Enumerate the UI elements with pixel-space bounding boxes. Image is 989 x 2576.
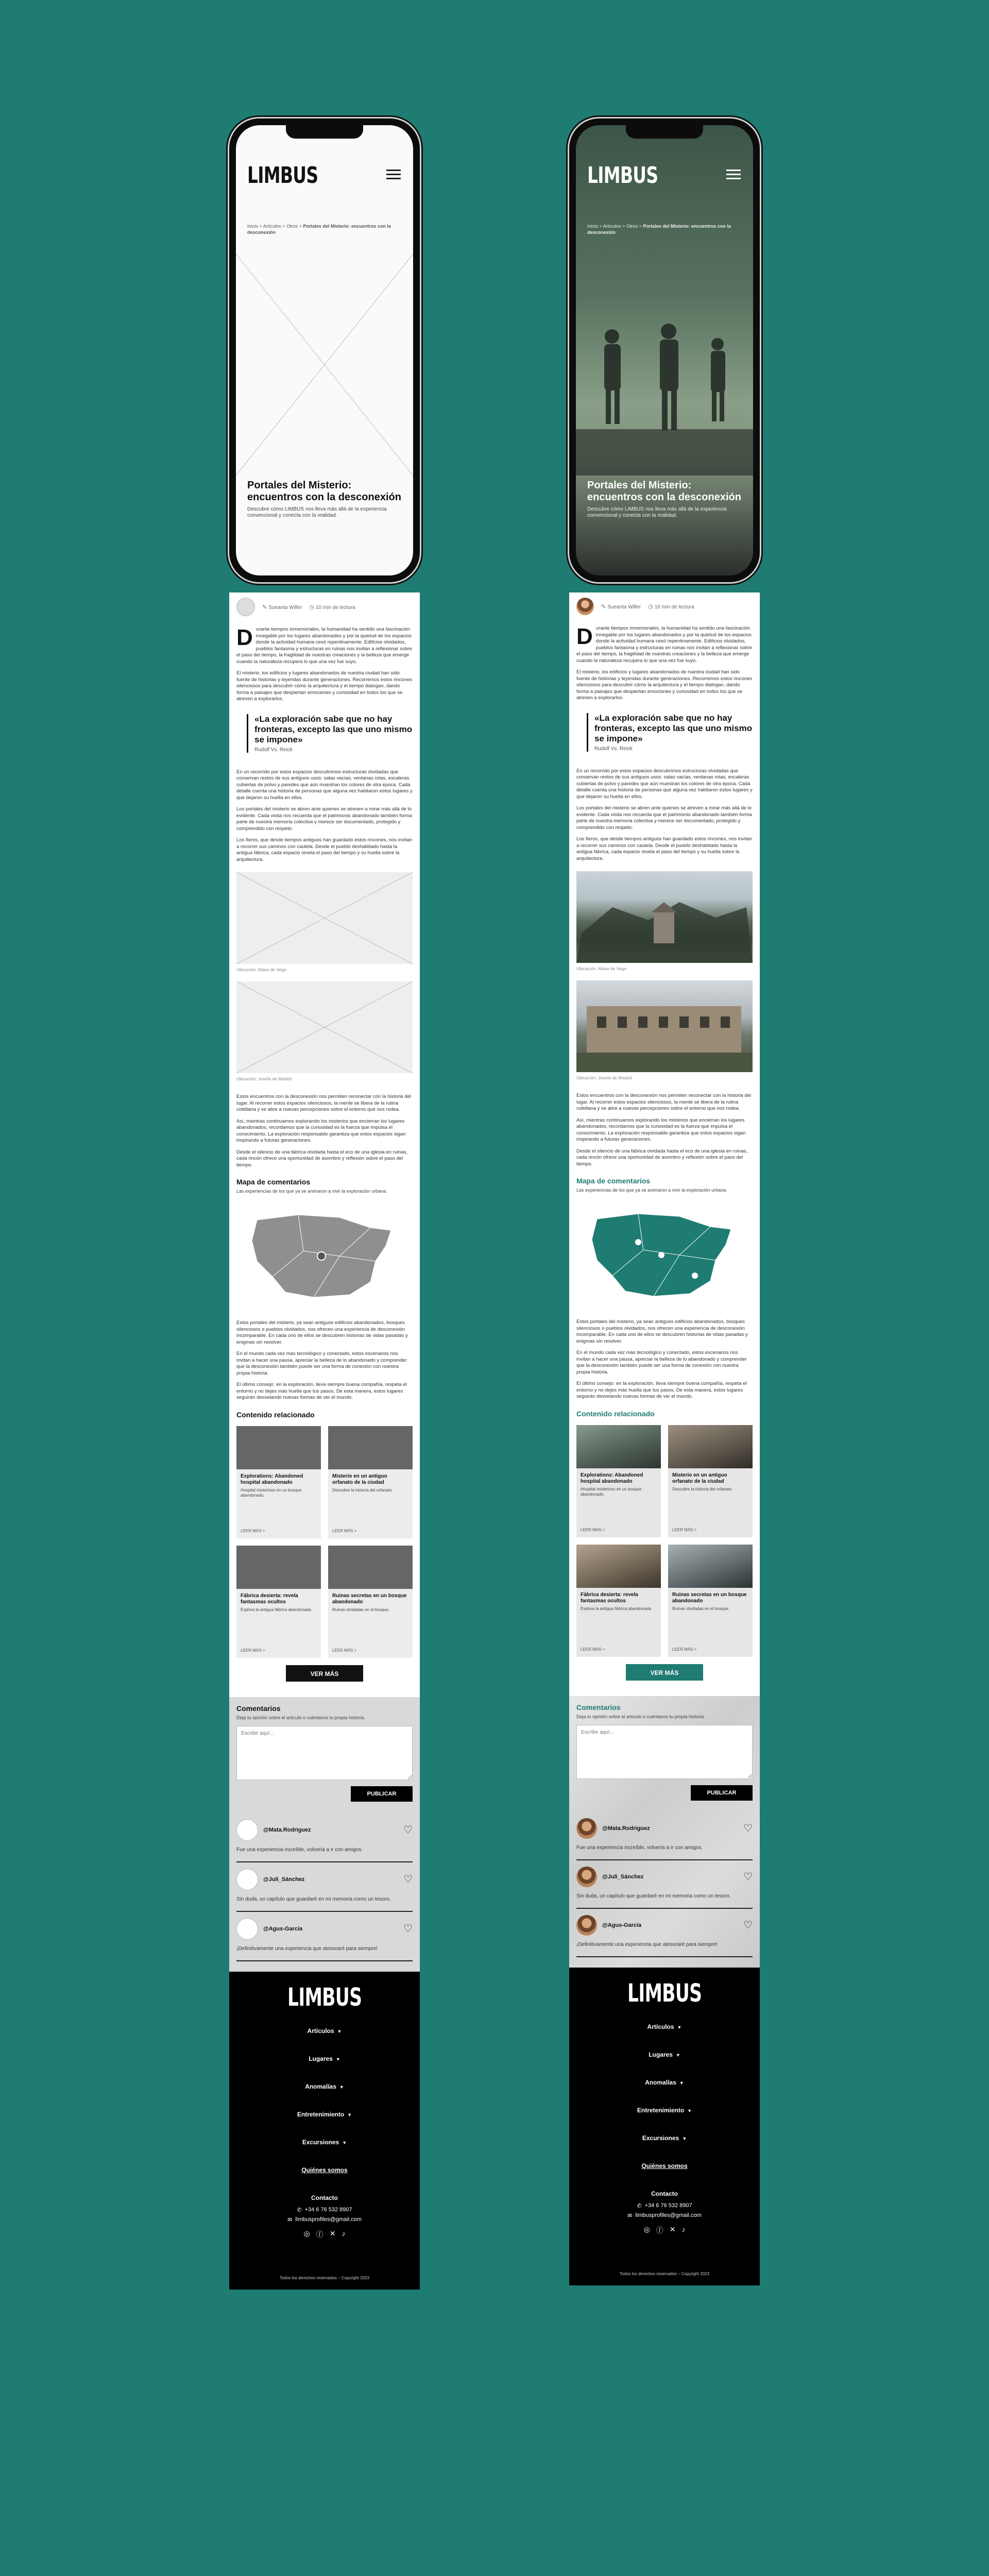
comments-section: [229, 1697, 420, 1972]
comments-map[interactable]: [236, 1199, 413, 1308]
contact-title: Contacto: [311, 2194, 338, 2201]
map-marker[interactable]: [635, 1239, 641, 1245]
comment-user[interactable]: @Juli_Sánchez: [602, 1873, 644, 1880]
related-title: Contenido relacionado: [236, 1410, 315, 1419]
footer-nav-item[interactable]: Excursiones ▼: [302, 2138, 347, 2146]
comment: [576, 1860, 753, 1909]
phone-frame: [569, 118, 760, 582]
avatar: [576, 1915, 597, 1936]
heart-icon[interactable]: ♡: [743, 1920, 753, 1931]
footer-nav: [569, 2023, 760, 2197]
instagram-icon[interactable]: ◎: [643, 2225, 650, 2233]
breadcrumb-item[interactable]: Otros: [286, 224, 298, 229]
phone-icon: ✆: [297, 2207, 302, 2213]
comment-input[interactable]: [236, 1726, 413, 1780]
contact-email[interactable]: ✉ limbusprofiles@gmail.com: [627, 2212, 702, 2219]
social-links: [569, 2225, 760, 2235]
breadcrumb-current: Portales del Misterio: encuentros con la desconexión: [247, 224, 391, 235]
pull-quote: [247, 714, 413, 753]
card-image: [576, 1545, 661, 1588]
breadcrumb-item[interactable]: Inicio: [587, 224, 599, 229]
comments-map[interactable]: [576, 1198, 753, 1307]
comment-text: ¡Definitivamente una experiencia que atesoraré para siempre!: [236, 1945, 378, 1952]
comment-text: Fue una experiencia increíble, volvería a ir con amigos.: [576, 1844, 703, 1851]
wireframe-mockup: [229, 118, 420, 2290]
image-placeholder: [236, 981, 413, 1073]
author-name: ✎ Sueanta Willer: [262, 604, 302, 611]
image-caption: Ubicación: Josefa de Madrid: [576, 1075, 632, 1080]
hamburger-menu-icon[interactable]: [726, 170, 741, 180]
chevron-down-icon: ▼: [339, 2084, 344, 2090]
user-icon: ✎: [262, 604, 267, 611]
footer-nav-item[interactable]: Entretenimiento ▼: [297, 2110, 352, 2118]
card-image-placeholder: [236, 1546, 321, 1589]
footer-nav-item[interactable]: Anomalías ▼: [645, 2078, 684, 2086]
breadcrumb: Inicio > Artículos > Otros > Portales del Misterio: encuentros con la desconexión: [247, 224, 391, 235]
instagram-icon[interactable]: ◎: [303, 2229, 310, 2238]
breadcrumb-item[interactable]: Otros: [626, 224, 638, 229]
related-grid: [236, 1426, 413, 1658]
comments-subtitle: Deja tu opinión sobre el artículo o cuéntanos tu propia historia.: [236, 1715, 365, 1720]
contact-phone[interactable]: ✆ +34 6 76 532 8907: [637, 2202, 692, 2209]
hero-image: [576, 259, 753, 476]
dropcap: D: [236, 625, 253, 650]
heart-icon[interactable]: ♡: [743, 1823, 753, 1834]
footer: [229, 1972, 420, 2290]
facebook-icon[interactable]: ⓕ: [656, 2226, 663, 2234]
dropcap: D: [576, 624, 593, 649]
quote-text: «La exploración sabe que no hay fronteras, excepto las que uno mismo se impone»: [594, 713, 753, 743]
comments-subtitle: Deja tu opinión sobre el artículo o cuéntanos tu propia historia.: [576, 1714, 705, 1719]
contact-email[interactable]: ✉ limbusprofiles@gmail.com: [287, 2216, 362, 2223]
social-links: [229, 2229, 420, 2240]
card-image: [668, 1425, 753, 1468]
contact-phone[interactable]: ✆ +34 6 76 532 8907: [297, 2206, 352, 2213]
heart-icon[interactable]: ♡: [403, 1923, 413, 1935]
hero-title: Portales del Misterio: encuentros con la desconexión: [247, 480, 401, 503]
clock-icon: ◷: [648, 603, 653, 610]
read-more-link[interactable]: LEER MÁS >: [581, 1647, 605, 1652]
footer-nav-item[interactable]: Lugares ▼: [309, 2055, 340, 2062]
image-caption: Ubicación: Aldea de Vega: [576, 966, 626, 971]
phone-notch: [626, 125, 703, 139]
related-card[interactable]: Explorations: Abandoned hospital abandonado Hospital misterioso en un bosque abandonado. LEER MÁS >: [576, 1425, 661, 1537]
comments-title: Comentarios: [576, 1703, 621, 1711]
quote-author: Rudolf Vs. Reick: [594, 745, 633, 752]
related-card[interactable]: Misterio en un antiguo orfanato de la ciudad Descubre la historia del orfanato. LEER MÁS >: [328, 1426, 413, 1538]
footer-nav-item[interactable]: Anomalías ▼: [305, 2082, 344, 2090]
map-title: Mapa de comentarios: [576, 1177, 651, 1185]
avatar: [236, 1869, 258, 1890]
breadcrumb: Inicio > Artículos > Otros > Portales del Misterio: encuentros con la desconexión: [587, 224, 731, 235]
author-name: ✎ Sueanta Willer: [601, 603, 641, 610]
hamburger-menu-icon[interactable]: [386, 170, 401, 180]
article-body: En un recorrido por estos espacios descubrimos estructuras olvidadas que conservan restos de sus antiguos usos: salas vacías, ventanas rotas, escaleras cubiertas de polvo y paredes que aún muestran los colores de otra época. Cada detalle cuenta una historia de personas que alguna vez habitaron estos lugares y que dejaron su huella en ellos. Los portales del misterio se abren ante quienes se atreven a mirar más allá de lo evidente. Cada visita nos recuerda que el patrimonio abandonado también forma parte de nuestra memoria colectiva y merece ser documentado, protegido y comprendido con respeto. Los fieros, que desde tiempos antiguos han guardado estos rincones, nos invitan a recorrer sus caminos con cautela. Desde el pueblo deshabitado hasta la antigua fábrica, cada espacio revela el paso del tiempo y su huella sobre la arquitectura.: [576, 768, 753, 861]
related-card[interactable]: Fábrica desierta: revela fantasmas ocultos Explora la antigua fábrica abandonada. LEER MÁS >: [236, 1546, 321, 1658]
chevron-down-icon: ▼: [682, 2136, 687, 2141]
comment: [576, 1909, 753, 1957]
see-more-button[interactable]: VER MÁS: [286, 1665, 363, 1682]
phone-frame: [229, 118, 420, 582]
read-more-link[interactable]: LEER MÁS >: [332, 1528, 357, 1533]
article-body: En un recorrido por estos espacios descubrimos estructuras olvidadas que conservan restos de sus antiguos usos: salas vacías, ventanas rotas, escaleras cubiertas de polvo y paredes que aún muestran los colores de otra época. Cada detalle cuenta una historia de personas que alguna vez habitaron estos lugares y que dejaron su huella en ellos. Los portales del misterio se abren ante quienes se atreven a mirar más allá de lo evidente. Cada visita nos recuerda que el patrimonio abandonado también forma parte de nuestra memoria colectiva y merece ser documentado, protegido y comprendido con respeto. Los fieros, que desde tiempos antiguos han guardado estos rincones, nos invitan a recorrer sus caminos con cautela. Desde el pueblo deshabitado hasta la antigua fábrica, cada espacio revela el paso del tiempo y su huella sobre la arquitectura.: [236, 769, 413, 862]
pull-quote: [587, 713, 753, 752]
publish-button[interactable]: PUBLICAR: [691, 1785, 753, 1801]
avatar: [236, 1918, 258, 1940]
related-card[interactable]: Explorations: Abandoned hospital abandonado Hospital misterioso en un bosque abandonado. LEER MÁS >: [236, 1426, 321, 1538]
related-card[interactable]: Fábrica desierta: revela fantasmas ocultos Explora la antigua fábrica abandonada. LEER MÁS >: [576, 1545, 661, 1657]
hero-title: Portales del Misterio: encuentros con la desconexión: [587, 480, 741, 503]
facebook-icon[interactable]: ⓕ: [316, 2230, 323, 2239]
article-body: Durante tiempos inmemoriales, la humanidad ha sentido una fascinación innegable por los lugares abandonados y por la quietud de los espacios donde la actividad humana cesó repentinamente. Edificios olvidados, pueblos fantasma y estructuras en ruinas nos invitan a reflexionar sobre el paso del tiempo, la fragilidad de nuestras creaciones y la belleza que emerge cuando la naturaleza recupera lo que una vez fue suyo. El misterio, los edificios y lugares abandonados de nuestra ciudad han sido fuente de historias y leyendas durante generaciones. Recorremos estos rincones silenciosos para descubrir cómo la arquitectura y el tiempo dialogan, dando forma a paisajes que despiertan emociones y curiosidad en todos los que se atreven a explorarlos.: [236, 625, 413, 702]
mail-icon: ✉: [287, 2216, 293, 2223]
heart-icon[interactable]: ♡: [743, 1871, 753, 1883]
read-more-link[interactable]: LEER MÁS >: [581, 1527, 605, 1532]
read-time: ◷ 10 min de lectura: [309, 604, 355, 611]
article-body: Durante tiempos inmemoriales, la humanidad ha sentido una fascinación innegable por los lugares abandonados y por la quietud de los espacios donde la actividad humana cesó repentinamente. Edificios olvidados, pueblos fantasma y estructuras en ruinas nos invitan a reflexionar sobre el paso del tiempo, la fragilidad de nuestras creaciones y la belleza que emerge cuando la naturaleza recupera lo que una vez fue suyo. El misterio, los edificios y lugares abandonados de nuestra ciudad han sido fuente de historias y leyendas durante generaciones. Recorremos estos rincones silenciosos para descubrir cómo la arquitectura y el tiempo dialogan, dando forma a paisajes que despiertan emociones y curiosidad en todos los que se atreven a explorarlos.: [576, 624, 753, 701]
footer-logo[interactable]: LIMBUS: [627, 1978, 702, 2008]
map-title: Mapa de comentarios: [236, 1178, 311, 1186]
related-card[interactable]: Ruinas secretas en un bosque abandonado Ruinas olvidadas en el bosque. LEER MÁS >: [328, 1546, 413, 1658]
map-marker[interactable]: [658, 1252, 664, 1258]
chevron-down-icon: ▼: [335, 2056, 340, 2062]
comment-text: Sin duda, un capítulo que guardaré en mi memoria como un tesoro.: [576, 1893, 731, 1899]
heart-icon[interactable]: ♡: [403, 1824, 413, 1836]
comment-text: Sin duda, un capítulo que guardaré en mi memoria como un tesoro.: [236, 1896, 391, 1902]
tiktok-icon[interactable]: ♪: [681, 2225, 686, 2233]
user-icon: ✎: [601, 603, 606, 610]
map-marker[interactable]: [317, 1252, 326, 1260]
about-link[interactable]: Quiénes somos: [641, 2162, 688, 2170]
comments-title: Comentarios: [236, 1704, 281, 1713]
comment: [236, 1912, 413, 1961]
comment-user[interactable]: @Mata.Rodriguez: [263, 1826, 311, 1833]
related-card[interactable]: Misterio en un antiguo orfanato de la ciudad Descubre la historia del orfanato. LEER MÁS >: [668, 1425, 753, 1537]
see-more-button[interactable]: VER MÁS: [626, 1664, 703, 1681]
hero-subtitle: Descubre cómo LIMBUS nos lleva más allá de la experiencia convencional y conecta con la realidad.: [587, 506, 727, 518]
read-more-link[interactable]: LEER MÁS >: [672, 1527, 697, 1532]
related-grid: [576, 1425, 753, 1657]
read-more-link[interactable]: LEER MÁS >: [241, 1648, 265, 1653]
map-subtitle: Las experiencias de los que ya se animaron a vivir la exploración urbana.: [236, 1189, 387, 1194]
comment-user[interactable]: @Agus-García: [263, 1925, 303, 1932]
comment-text: Fue una experiencia increíble, volvería a ir con amigos.: [236, 1846, 363, 1853]
card-image-placeholder: [236, 1426, 321, 1469]
map-subtitle: Las experiencias de los que ya se animaron a vivir la exploración urbana.: [576, 1188, 727, 1193]
comment-user[interactable]: @Mata.Rodriguez: [602, 1825, 650, 1832]
copyright: Todos los derechos reservados – Copyright 2023: [280, 2275, 369, 2280]
image-placeholder: [236, 254, 413, 476]
footer-nav-item[interactable]: Artículos ▼: [307, 2027, 342, 2035]
card-image-placeholder: [328, 1546, 413, 1589]
phone-notch: [286, 125, 363, 139]
related-title: Contenido relacionado: [576, 1409, 655, 1418]
heart-icon[interactable]: ♡: [403, 1874, 413, 1885]
hifi-mockup: [569, 118, 760, 2285]
avatar: [576, 1867, 597, 1887]
quote-text: «La exploración sabe que no hay fronteras, excepto las que uno mismo se impone»: [254, 714, 413, 744]
card-image: [668, 1545, 753, 1588]
chevron-down-icon: ▼: [337, 2028, 342, 2034]
phone-icon: ✆: [637, 2202, 642, 2209]
x-icon[interactable]: ✕: [329, 2229, 336, 2238]
comments-section: [569, 1696, 760, 1968]
chevron-down-icon: ▼: [687, 2108, 692, 2113]
publish-button[interactable]: PUBLICAR: [351, 1786, 413, 1802]
article-body: Estos portales del misterio, ya sean antiguos edificios abandonados, bosques silenciosos o pueblos olvidados, nos ofrecen una experiencia de desconexión incomparable. En cada uno de ellos se descubren historias de vidas pasadas y enigmas sin resolver. En el mundo cada vez más tecnológico y conectado, estos escenarios nos invitan a hacer una pausa, apreciar la belleza de lo abandonado y comprender que la desconexión también puede ser una forma de conexión con nuestra propia historia. El último consejo: en la exploración, lleva siempre buena compañía, respeta el entorno y no dejes más huella que tus pasos. De esta manera, estos lugares seguirán desvelando nuevas formas de ver el mundo.: [236, 1320, 408, 1400]
article-body: Estos encuentros con la desconexión nos permiten reconectar con la historia del lugar. Al recorrer estos espacios silenciosos, la mente se libera de la rutina cotidiana y se abre a nuevas percepciones sobre el entorno que nos rodea. Así, mientras continuamos explorando los misterios que encierran los lugares abandonados, recordamos que la curiosidad es la fuerza que impulsa el conocimiento. La exploración responsable garantiza que estos espacios sigan inspirando a futuras generaciones. Desde el silencio de una fábrica olvidada hasta el eco de una iglesia en ruinas, cada rincón ofrece una oportunidad de asombro y reflexión sobre el paso del tiempo.: [236, 1094, 412, 1168]
chevron-down-icon: ▼: [347, 2112, 352, 2117]
article-photo: [576, 980, 753, 1072]
related-card[interactable]: Ruinas secretas en un bosque abandonado Ruinas olvidadas en el bosque. LEER MÁS >: [668, 1545, 753, 1657]
footer-nav-item[interactable]: Artículos ▼: [647, 2023, 682, 2030]
tiktok-icon[interactable]: ♪: [342, 2229, 346, 2238]
logo[interactable]: LIMBUS: [247, 162, 318, 189]
read-more-link[interactable]: LEER MÁS >: [672, 1647, 697, 1652]
copyright: Todos los derechos reservados – Copyright 2023: [620, 2271, 709, 2276]
chevron-down-icon: ▼: [677, 2024, 682, 2030]
footer-nav-item[interactable]: Lugares ▼: [649, 2050, 680, 2058]
map-marker[interactable]: [692, 1273, 698, 1279]
breadcrumb-current: Portales del Misterio: encuentros con la desconexión: [587, 224, 731, 235]
comment: [236, 1813, 413, 1862]
breadcrumb-item[interactable]: Artículos: [263, 224, 281, 229]
read-more-link[interactable]: LEER MÁS >: [332, 1648, 357, 1653]
author-avatar: [576, 598, 594, 615]
read-more-link[interactable]: LEER MÁS >: [241, 1528, 265, 1533]
article-photo: [576, 871, 753, 963]
avatar: [576, 1818, 597, 1839]
comment-user[interactable]: @Juli_Sánchez: [263, 1876, 305, 1883]
article-page: [569, 592, 760, 2285]
clock-icon: ◷: [309, 604, 314, 611]
footer-logo[interactable]: LIMBUS: [287, 1982, 362, 2012]
image-placeholder: [236, 872, 413, 964]
read-time: ◷ 10 min de lectura: [648, 603, 694, 610]
breadcrumb-item[interactable]: Artículos: [603, 224, 621, 229]
chevron-down-icon: ▼: [342, 2140, 347, 2145]
chevron-down-icon: ▼: [675, 2052, 680, 2058]
x-icon[interactable]: ✕: [669, 2225, 676, 2233]
article-meta: [229, 592, 420, 621]
article-body: Estos encuentros con la desconexión nos permiten reconectar con la historia del lugar. Al recorrer estos espacios silenciosos, la mente se libera de la rutina cotidiana y se abre a nuevas percepciones sobre el entorno que nos rodea. Así, mientras continuamos explorando los misterios que encierran los lugares abandonados, recordamos que la curiosidad es la fuerza que impulsa el conocimiento. La exploración responsable garantiza que estos espacios sigan inspirando a futuras generaciones. Desde el silencio de una fábrica olvidada hasta el eco de una iglesia en ruinas, cada rincón ofrece una oportunidad de asombro y reflexión sobre el paso del tiempo.: [576, 1093, 752, 1167]
image-caption: Ubicación: Josefa de Madrid: [236, 1076, 292, 1081]
avatar: [236, 1819, 258, 1841]
hero-subtitle: Descubre cómo LIMBUS nos lleva más allá de la experiencia convencional y conecta con la realidad.: [247, 506, 387, 518]
breadcrumb-item[interactable]: Inicio: [247, 224, 259, 229]
phone-screen: [576, 125, 753, 575]
footer: [569, 1968, 760, 2285]
comment: [576, 1812, 753, 1860]
mail-icon: ✉: [627, 2212, 633, 2219]
comment: [236, 1862, 413, 1912]
footer-nav-item[interactable]: Entretenimiento ▼: [637, 2106, 692, 2114]
phone-screen: [236, 125, 413, 575]
article-body: Estos portales del misterio, ya sean antiguos edificios abandonados, bosques silenciosos o pueblos olvidados, nos ofrecen una experiencia de desconexión incomparable. En cada uno de ellos se descubren historias de vidas pasadas y enigmas sin resolver. En el mundo cada vez más tecnológico y conectado, estos escenarios nos invitan a hacer una pausa, apreciar la belleza de lo abandonado y comprender que la desconexión también puede ser una forma de conexión con nuestra propia historia. El último consejo: en la exploración, lleva siempre buena compañía, respeta el entorno y no dejes más huella que tus pasos. De esta manera, estos lugares seguirán desvelando nuevas formas de ver el mundo.: [576, 1319, 748, 1399]
card-image-placeholder: [328, 1426, 413, 1469]
image-caption: Ubicación: Aldea de Vega: [236, 967, 286, 972]
contact-title: Contacto: [651, 2190, 678, 2197]
article-page: [229, 592, 420, 2290]
chevron-down-icon: ▼: [679, 2080, 684, 2086]
card-image: [576, 1425, 661, 1468]
comment-user[interactable]: @Agus-García: [602, 1922, 642, 1928]
quote-author: Rudolf Vs. Reick: [254, 747, 293, 753]
comment-text: ¡Definitivamente una experiencia que atesoraré para siempre!: [576, 1941, 718, 1947]
footer-nav-item[interactable]: Excursiones ▼: [642, 2134, 687, 2142]
footer-nav: [229, 2027, 420, 2201]
article-meta: [569, 592, 760, 620]
author-avatar: [236, 598, 255, 616]
about-link[interactable]: Quiénes somos: [301, 2166, 348, 2174]
logo[interactable]: LIMBUS: [587, 162, 658, 189]
comment-input[interactable]: [576, 1725, 753, 1779]
